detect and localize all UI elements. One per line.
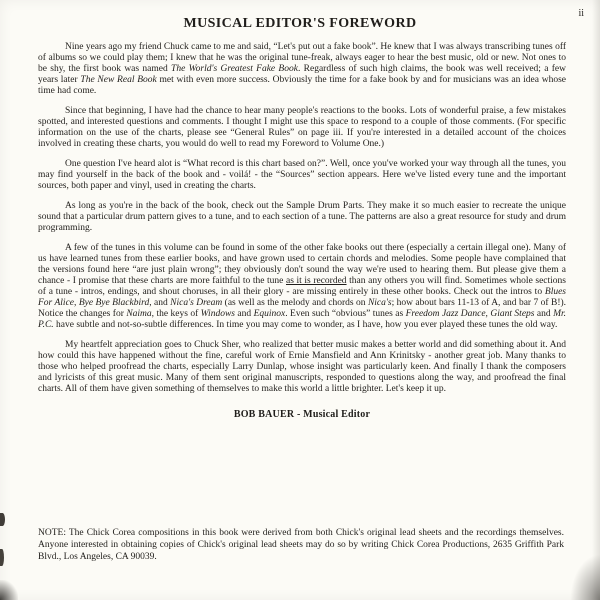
foreword-paragraph: Since that beginning, I have had the chance to hear many people's reactions to the books. Lots of wonderful praise, a few mistakes spotted, and interested questions and comments. I thought I might use this space to respond to a couple of those comments. (For specific information on the use of the charts, please see “General Rules” on page iii. If you're interested in a detailed account of the choices involved in creating these charts, you would do well to read my Foreword to Volume One.) bbox=[38, 106, 566, 149]
foreword-paragraph: One question I've heard alot is “What record is this chart based on?”. Well, once you've worked your way through all the tunes, you may find yourself in the back of the book and - voilá! - the “Sources” section appears. Here we've listed every tune and the important sources, both paper and vinyl, used in creating the charts. bbox=[38, 159, 566, 191]
page-number: ii bbox=[578, 8, 584, 19]
foreword-paragraph: As long as you're in the back of the book, check out the Sample Drum Parts. They make it so much easier to recreate the unique sound that a particular drum pattern gives to a tune, and to each section of a tune. The patterns are also a great resource for study and drum programming. bbox=[38, 201, 566, 233]
scan-corner-shadow bbox=[570, 554, 600, 600]
foreword-paragraph: A few of the tunes in this volume can be found in some of the other fake books out there (especially a certain illegal one). Many of us have learned tunes from these earlier books, and have grown used to certain chords and melodies. Some people have complained that the versions found here “are just plain wrong”; they obviously don't sound the way we're used to hearing them. But please give them a chance - I promise that these charts are more faithful to the tune as it is recorded than any others you will find. Sometimes whole sections of a tune - intros, endings, and shout choruses, in all their glory - are missing entirely in these other books. Check out the intros to Blues For Alice, Bye Bye Blackbird, and Nica's Dream (as well as the melody and chords on Nica's; how about bars 11-13 of A, and bar 7 of B!). Notice the changes for Naima, the keys of Windows and Equinox. Even such “obvious” tunes as Freedom Jazz Dance, Giant Steps and Mr. P.C. have subtle and not-so-subtle differences. In time you may come to wonder, as I have, how you ever played these tunes the old way. bbox=[38, 243, 567, 330]
scan-artifact-mark bbox=[0, 513, 5, 526]
foreword-paragraph: Nine years ago my friend Chuck came to me and said, “Let's put out a fake book”. He knew that I was always transcribing tunes off of albums so we could play them; I knew that he was the original tune-freak, always eager to hear the best music, old or new. Not ones to be shy, the first book was named The World's Greatest Fake Book. Regardless of such high claims, the book was well received; a few years later The New Real Book met with even more success. Obviously the time for a fake book by and for musicians was an idea whose time had come. bbox=[38, 42, 567, 96]
scan-edge-shadow bbox=[592, 0, 600, 600]
editor-signature: BOB BAUER - Musical Editor bbox=[233, 409, 371, 420]
scan-artifact-mark bbox=[0, 549, 4, 566]
foreword-body bbox=[38, 42, 566, 420]
scan-corner-mark bbox=[0, 580, 18, 600]
publisher-note: NOTE: The Chick Corea compositions in this book were derived from both Chick's original lead sheets and the recordings themselves. Anyone interested in obtaining copies of Chick's original lead sheets may do so by writing Chick Corea Productions, 2635 Griffith Park Blvd., Los Angeles, CA 90039. bbox=[38, 528, 564, 562]
foreword-paragraph: My heartfelt appreciation goes to Chuck Sher, who realized that better music makes a better world and did something about it. And how could this have happened without the fine, careful work of Ernie Mansfield and Ann Krinitsky - another great job. Many thanks to those who helped proofread the charts, especially Larry Dunlap, whose insight was particularly keen. And finally I thank the composers and lyricists of this great music. Many of them sent original manuscripts, responded to questions along the way, and proofread the final charts. All of them have given something of themselves to make this world a little brighter. Let's keep it up. bbox=[38, 340, 566, 394]
page-title: MUSICAL EDITOR'S FOREWORD bbox=[183, 16, 417, 31]
